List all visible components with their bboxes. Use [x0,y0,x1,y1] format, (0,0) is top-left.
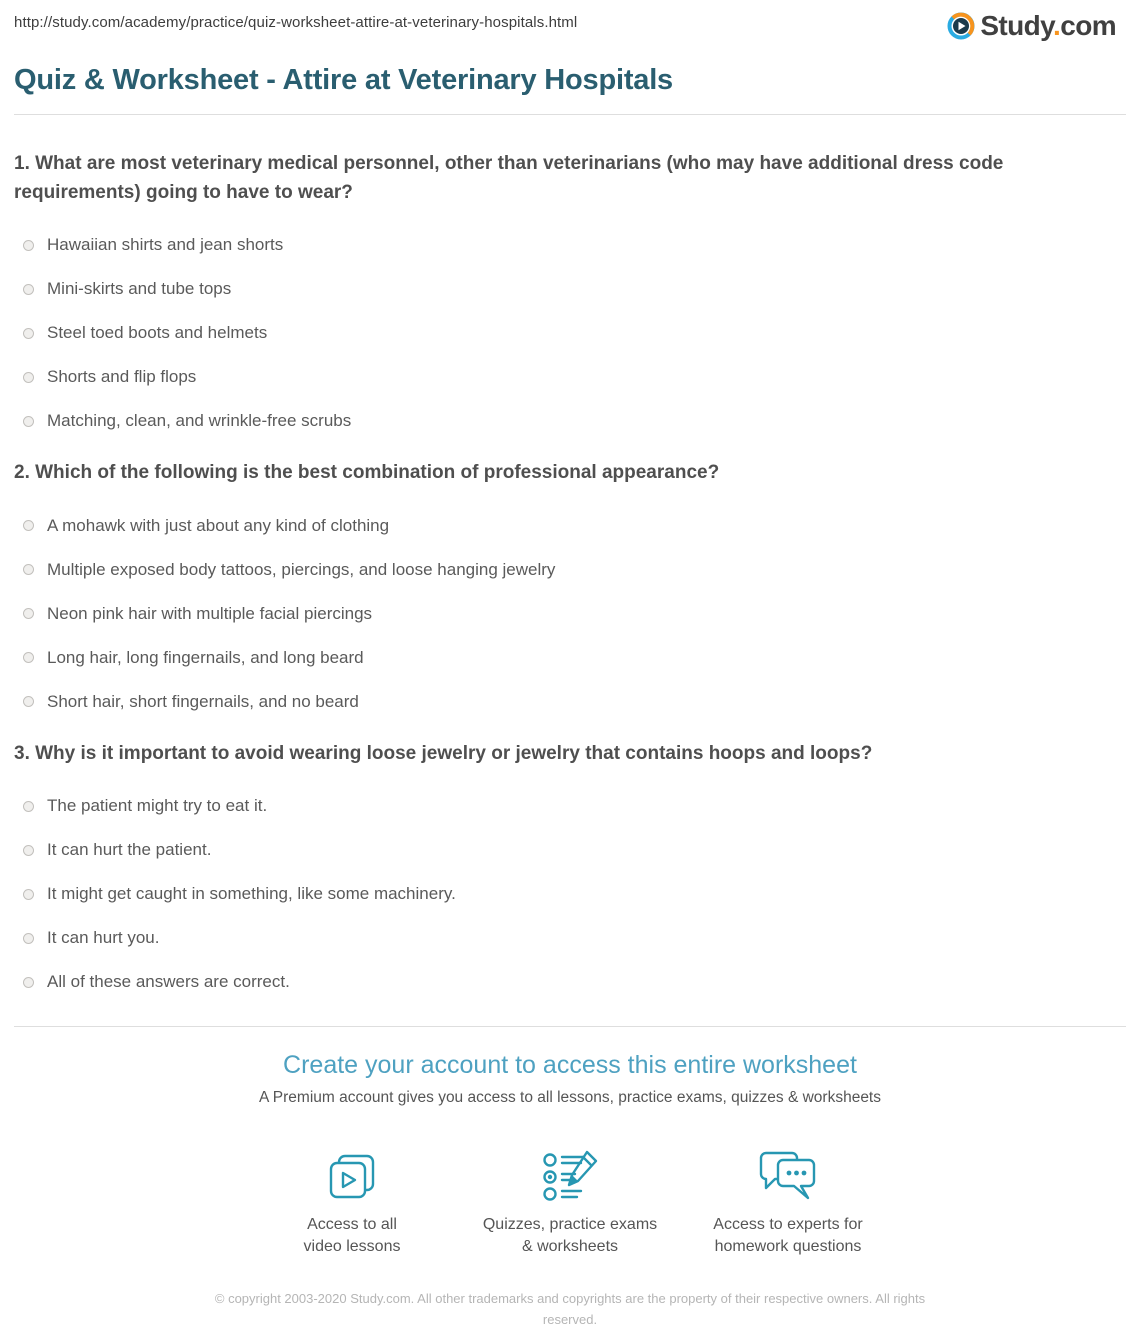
copyright-text: © copyright 2003-2020 Study.com. All other trademarks and copyrights are the property of their respective owners. All rights reserved. [214,1291,926,1327]
radio-button[interactable] [23,520,34,531]
question-text: 3. Why is it important to avoid wearing loose jewelry or jewelry that contains hoops and loops? [14,742,873,764]
quizzes-worksheets-icon [461,1147,679,1203]
answer-option[interactable] [14,972,1126,992]
answer-option-label: Shorts and flip flops [47,367,197,386]
answer-option[interactable] [14,516,1126,536]
answer-option-label: A mohawk with just about any kind of clothing [47,515,390,535]
radio-button[interactable] [23,801,34,812]
feature-video-lessons [243,1147,461,1257]
answer-option-label: It can hurt the patient. [47,840,212,859]
question [14,459,1126,712]
answer-option[interactable] [14,884,1126,904]
create-account-link[interactable]: Create your account to access this entire worksheet [283,1051,857,1079]
radio-button[interactable] [23,372,34,383]
feature-label: Access to all video lessons [303,1216,401,1255]
radio-button[interactable] [23,977,34,988]
chat-experts-icon [679,1147,897,1203]
studycom-logo[interactable] [947,10,1116,42]
answer-option-label: Hawaiian shirts and jean shorts [47,235,284,254]
feature-label: Access to experts for homework questions [713,1216,863,1255]
question [14,740,1126,993]
answer-option-label: Multiple exposed body tattoos, piercings, and loose hanging jewelry [47,559,556,579]
answer-option-label: All of these answers are correct. [47,972,290,991]
radio-button[interactable] [23,240,34,251]
feature-label: Quizzes, practice exams & worksheets [482,1216,658,1255]
question-text: 2. Which of the following is the best combination of professional appearance? [14,462,720,483]
feature-quizzes [461,1147,679,1257]
answer-option[interactable] [14,604,1126,624]
radio-button[interactable] [23,933,34,944]
feature-experts [679,1147,897,1257]
radio-button[interactable] [23,284,34,295]
page-title: Quiz & Worksheet - Attire at Veterinary Hospitals [14,64,673,96]
page-url: http://study.com/academy/practice/quiz-worksheet-attire-at-veterinary-hospitals.html [14,14,578,31]
answer-option-label: It might get caught in something, like some machinery. [47,884,456,903]
answer-option[interactable] [14,367,1126,387]
play-circle-icon [947,12,975,40]
answer-option-label: It can hurt you. [47,928,160,947]
answer-option[interactable] [14,323,1126,343]
cta-section [14,1026,1126,1331]
question [14,150,1126,431]
answer-option[interactable] [14,279,1126,299]
answer-option-label: Matching, clean, and wrinkle-free scrubs [47,411,352,430]
features-row [14,1147,1126,1257]
answer-option[interactable] [14,928,1126,948]
video-lessons-icon [243,1147,461,1203]
logo-text: Study.com [980,10,1116,41]
answer-option[interactable] [14,411,1126,431]
divider [14,114,1126,115]
answer-option[interactable] [14,648,1126,668]
radio-button[interactable] [23,608,34,619]
answer-option-label: Long hair, long fingernails, and long beard [47,647,364,667]
radio-button[interactable] [23,889,34,900]
radio-button[interactable] [23,696,34,707]
radio-button[interactable] [23,416,34,427]
question-text: 1. What are most veterinary medical personnel, other than veterinarians (who may have additional dress code requirements) going to have to wear? [14,153,1004,203]
answer-option-label: The patient might try to eat it. [47,796,268,815]
answer-option[interactable] [14,235,1126,255]
radio-button[interactable] [23,328,34,339]
answer-option-label: Short hair, short fingernails, and no beard [47,691,359,711]
answer-option-label: Mini-skirts and tube tops [47,279,232,298]
answer-option[interactable] [14,560,1126,580]
answer-option[interactable] [14,692,1126,712]
answer-option[interactable] [14,840,1126,860]
radio-button[interactable] [23,652,34,663]
answer-option-label: Steel toed boots and helmets [47,323,268,342]
answer-option[interactable] [14,796,1126,816]
quiz-questions [14,150,1126,992]
premium-subheading: A Premium account gives you access to all lessons, practice exams, quizzes & worksheets [259,1089,881,1106]
radio-button[interactable] [23,845,34,856]
radio-button[interactable] [23,564,34,575]
answer-option-label: Neon pink hair with multiple facial piercings [47,603,373,623]
